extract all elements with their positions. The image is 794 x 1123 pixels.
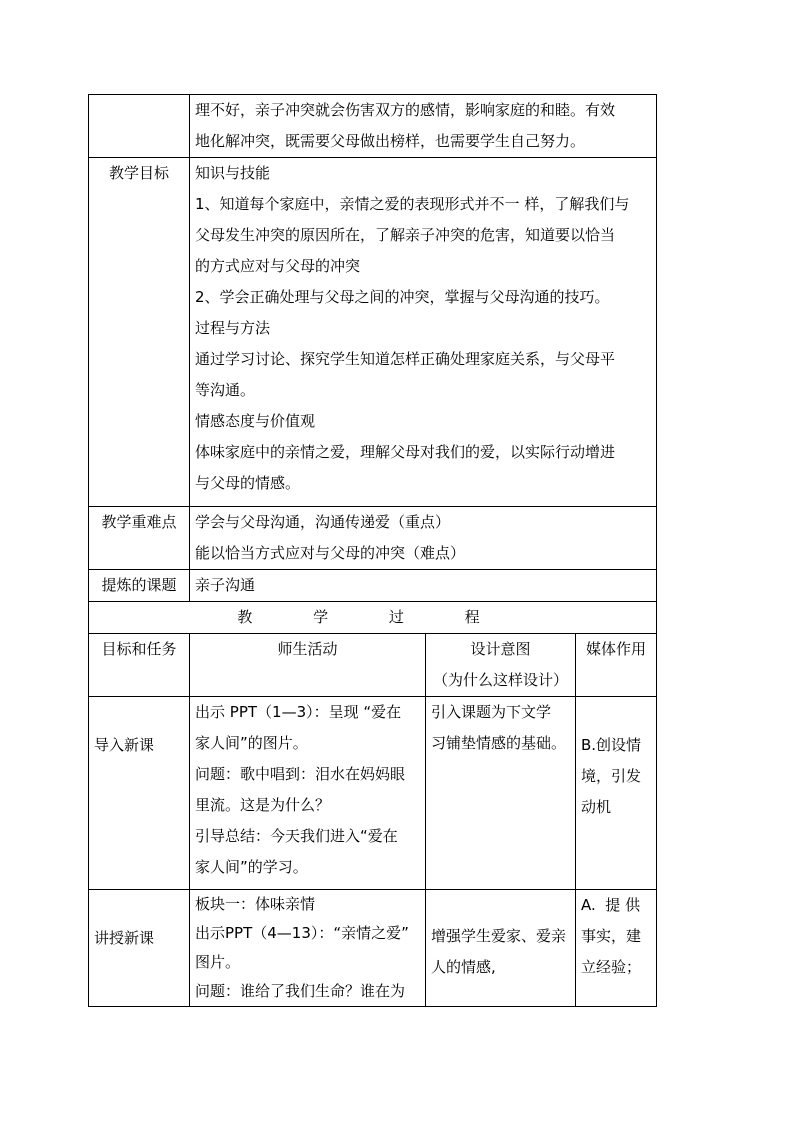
intent-cell [426, 890, 576, 1007]
task-cell: 讲授新课 [89, 890, 190, 1007]
table-row-process-title [89, 602, 657, 634]
activity-line: 板块一：体味亲情 [195, 895, 316, 913]
activity-line: 问题：谁给了我们生命？谁在为 [195, 982, 406, 1000]
objectives-line: 等沟通。 [195, 381, 256, 399]
table-row-key-points [89, 507, 657, 570]
objectives-line: 知识与技能 [195, 164, 271, 182]
header-task: 目标和任务 [89, 634, 190, 697]
activity-line: 引导总结：今天我们进入“爱在 [195, 827, 398, 845]
document-page [88, 94, 656, 1007]
media-line: 立经验； [581, 958, 642, 976]
empty-label-cell [89, 95, 190, 158]
objectives-line: 体味家庭中的亲情之爱，理解父母对我们的爱，以实际行动增进 [195, 443, 616, 461]
table-row-headers [89, 634, 657, 697]
objectives-line: 1、知道每个家庭中，亲情之爱的表现形式并不一 样，了解我们与 [195, 195, 630, 213]
header-intent [426, 634, 576, 697]
header-intent-line2: （为什么这样设计） [432, 671, 568, 689]
objectives-line: 2、学会正确处理与父母之间的冲突，掌握与父母沟通的技巧。 [195, 288, 610, 306]
header-activity: 师生活动 [190, 634, 426, 697]
key-points-line: 能以恰当方式应对与父母的冲突（难点） [195, 544, 466, 562]
continuation-text-cell [190, 95, 657, 158]
objectives-line: 情感态度与价值观 [195, 412, 316, 430]
topic-label: 提炼的课题 [89, 570, 190, 602]
media-line: 境，引发 [581, 767, 642, 785]
key-points-content [190, 507, 657, 570]
activity-line: 出示PPT（4—13）：“亲情之爱” [195, 924, 409, 942]
header-media: 媒体作用 [576, 634, 657, 697]
continuation-line: 地化解冲突，既需要父母做出榜样，也需要学生自己努力。 [195, 132, 586, 150]
topic-value: 亲子沟通 [190, 570, 657, 602]
activity-line: 图片。 [195, 953, 241, 971]
activity-cell [190, 697, 426, 890]
media-line: B.创设情 [581, 736, 642, 754]
activity-line: 出示 PPT（1—3）：呈现 “爱在 [195, 703, 402, 721]
table-row-topic [89, 570, 657, 602]
objectives-label: 教学目标 [89, 158, 190, 507]
activity-cell [190, 890, 426, 1007]
media-cell [576, 890, 657, 1007]
objectives-line: 过程与方法 [195, 319, 271, 337]
media-cell [576, 697, 657, 890]
continuation-line: 理不好，亲子冲突就会伤害双方的感情，影响家庭的和睦。有效 [195, 101, 616, 119]
objectives-line: 通过学习讨论、探究学生知道怎样正确处理家庭关系，与父母平 [195, 350, 616, 368]
activity-line: 家人间”的图片。 [195, 734, 308, 752]
objectives-line: 与父母的情感。 [195, 474, 301, 492]
intent-line: 增强学生爱家、爱亲 [431, 927, 567, 945]
objectives-line: 父母发生冲突的原因所在，了解亲子冲突的危害，知道要以恰当 [195, 226, 616, 244]
objectives-content [190, 158, 657, 507]
objectives-line: 的方式应对与父母的冲突 [195, 257, 361, 275]
key-points-line: 学会与父母沟通，沟通传递爱（重点） [195, 513, 451, 531]
intent-line: 引入课题为下文学 [431, 703, 552, 721]
media-line: 动机 [581, 798, 612, 816]
activity-line: 家人间”的学习。 [195, 858, 308, 876]
key-points-label: 教学重难点 [89, 507, 190, 570]
activity-line: 问题：歌中唱到：泪水在妈妈眼 [195, 765, 406, 783]
intent-cell [426, 697, 576, 890]
table-row [89, 890, 657, 1007]
process-title: 教 学 过 程 [89, 602, 657, 634]
header-intent-line1: 设计意图 [470, 640, 531, 658]
task-cell: 导入新课 [89, 697, 190, 890]
intent-line: 习铺垫情感的基础。 [431, 734, 567, 752]
lesson-plan-table [88, 94, 657, 1007]
activity-line: 里流。这是为什么？ [195, 796, 331, 814]
media-line: A. 提 供 [581, 896, 641, 914]
media-line: 事实，建 [581, 927, 642, 945]
intent-line: 人的情感, [431, 958, 496, 976]
table-row-continuation [89, 95, 657, 158]
table-row [89, 697, 657, 890]
table-row-objectives [89, 158, 657, 507]
